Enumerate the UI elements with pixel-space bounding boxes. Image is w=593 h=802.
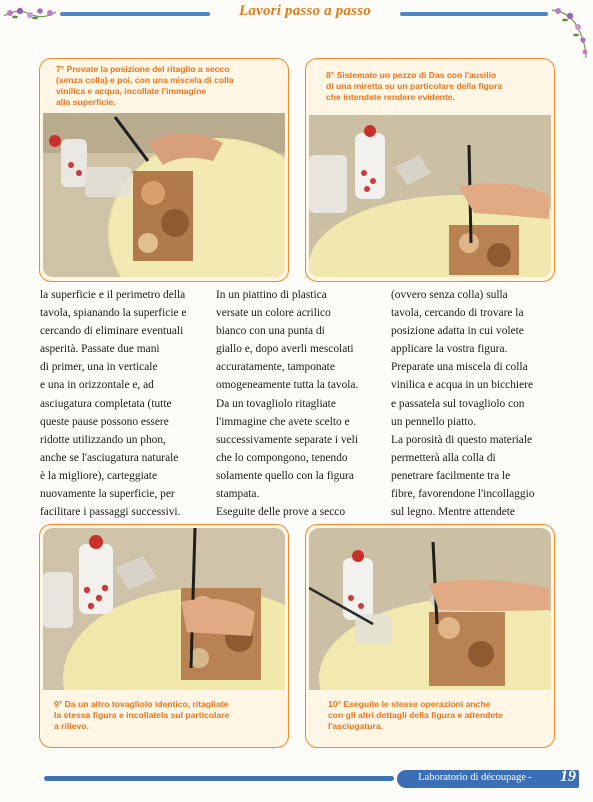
- footer-separator: -: [528, 771, 532, 783]
- step-8-box: [305, 58, 555, 282]
- caption-line: 10° Eseguite le stesse operazioni anche: [328, 699, 491, 709]
- header-rule-left: [60, 12, 210, 16]
- step-10-box: [305, 524, 555, 748]
- step-10-caption: [328, 699, 550, 732]
- caption-line: che intendete rendere evidente.: [326, 92, 455, 102]
- step-7-box: [39, 58, 289, 282]
- caption-line: vinilica e acqua, incollate l'immagine: [56, 86, 207, 96]
- caption-line: con gli altri dettagli della figura e attendete: [328, 710, 503, 720]
- step-9-photo: [43, 528, 285, 690]
- step-8-caption: [326, 70, 552, 103]
- caption-line: 8° Sistemate un pezzo di Das con l'ausilio: [326, 70, 497, 80]
- flower-garland-left-icon: [2, 4, 58, 22]
- step-9-caption: [54, 699, 284, 732]
- caption-line: 7° Provate la posizione del ritaglio a secco: [56, 64, 230, 74]
- caption-line: di una miretta su un particolare della figura: [326, 81, 503, 91]
- caption-line: l'asciugatura.: [328, 721, 384, 731]
- step-7-photo: [43, 113, 285, 277]
- header-rule-right: [400, 12, 548, 16]
- footer-section-name: Laboratorio di découpage: [418, 772, 526, 783]
- body-column-3: (ovvero senza colla) sulla tavola, cercando di trovare la posizione adatta in cui volete applicare la vostra figura. Preparate una miscela di colla vinilica e acqua in un bicchiere e passatela sul tovagliolo con un pennello piatto. La porosità di questo materiale permetterà alla colla di penetrare facilmente tra le fibre, favorendone l'incollaggio sul legno. Mentre attendete: [391, 289, 535, 519]
- step-7-caption: [56, 64, 286, 108]
- step-9-box: [39, 524, 289, 748]
- caption-line: (senza colla) e poi, con una miscela di colla: [56, 75, 234, 85]
- step-10-photo: [309, 528, 551, 690]
- flower-garland-right-icon: [548, 2, 592, 60]
- body-column-1: la superficie e il perimetro della tavola, spianando la superficie e cercando di eliminare eventuali asperità. Passate due mani di primer, una in verticale e una in orizzontale e, ad asciugatura completata (tutte queste pause possono essere ridotte utilizzando un phon, anche se l'asciugatura naturale è la migliore), carteggiate nuovamente la superficie, per facilitare i passaggi successivi.: [40, 289, 187, 519]
- caption-line: 9° Da un altro tovagliolo identico, ritagliate: [54, 699, 229, 709]
- caption-line: alla superficie.: [56, 97, 116, 107]
- caption-line: a rilievo.: [54, 721, 89, 731]
- footer-rule: [44, 776, 394, 781]
- caption-line: la stessa figura e incollatela sul particolare: [54, 710, 230, 720]
- step-8-photo: [309, 115, 551, 277]
- page-section-title: Lavori passo a passo: [239, 3, 371, 19]
- page-number: 19: [560, 768, 576, 785]
- body-column-2: In un piattino di plastica versate un colore acrilico bianco con una punta di giallo e, dopo averli mescolati accuratamente, tamponate omogeneamente tutta la tavola. Da un tovagliolo ritagliate l'immagine che avete scelto e successivamente separate i veli che lo compongono, tenendo solamente quello con la figura stampata. Eseguite delle prove a secco: [216, 289, 359, 519]
